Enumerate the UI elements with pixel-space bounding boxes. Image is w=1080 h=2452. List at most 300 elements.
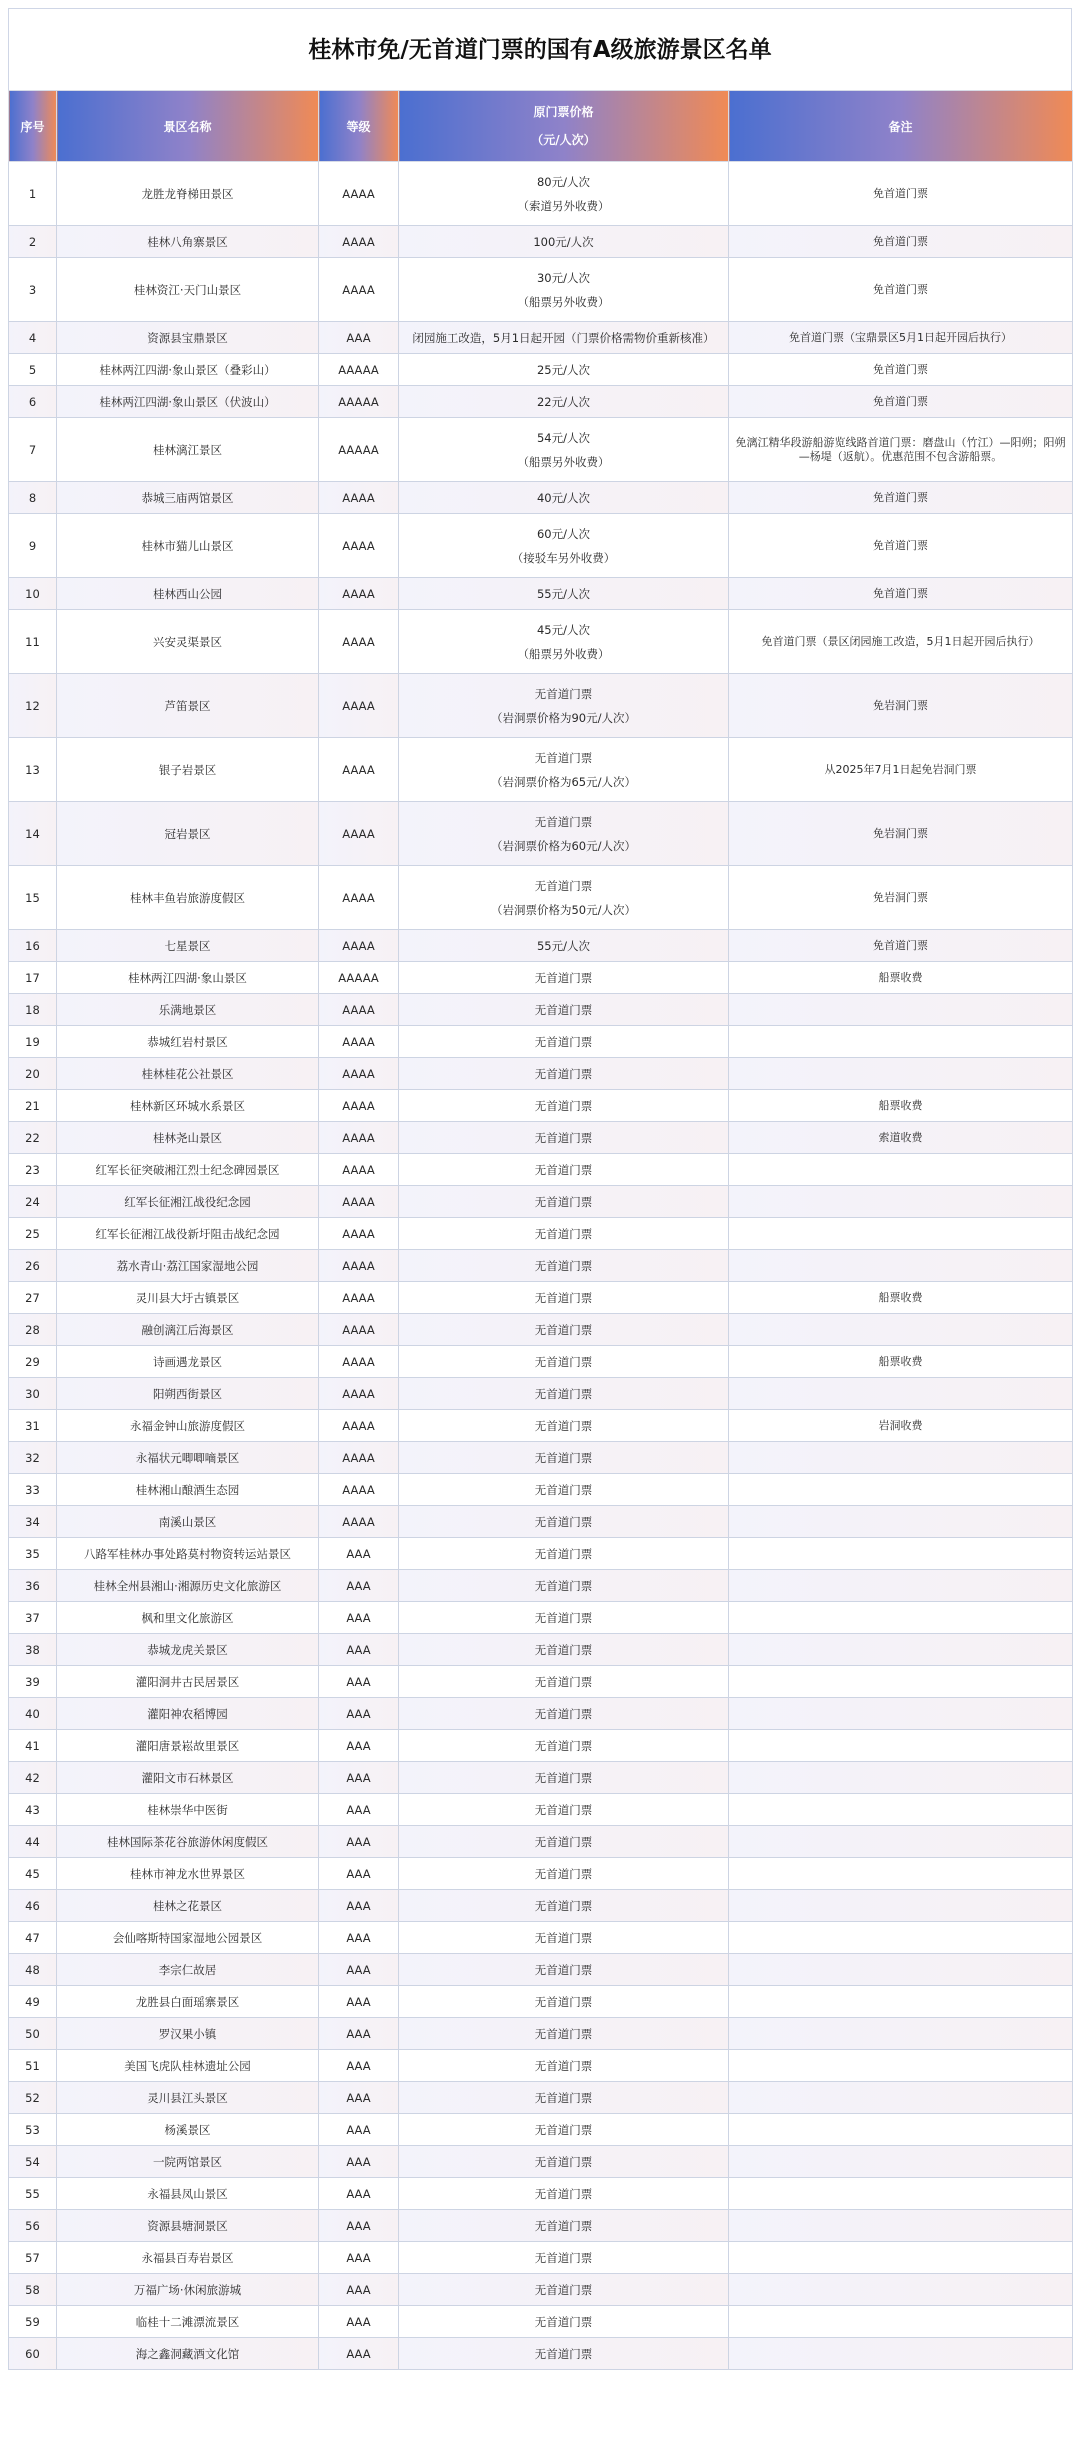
- ticket-price: [399, 2082, 729, 2114]
- table-row: [9, 1186, 1073, 1218]
- row-number: 42: [9, 1762, 57, 1794]
- row-number: 38: [9, 1634, 57, 1666]
- remark: [729, 2018, 1073, 2050]
- ticket-price-line: 无首道门票: [534, 1578, 593, 1593]
- ticket-price-line: 54元/人次: [536, 430, 590, 445]
- remark: [729, 1698, 1073, 1730]
- ticket-price: [399, 258, 729, 322]
- row-number: 4: [9, 322, 57, 354]
- row-number: 43: [9, 1794, 57, 1826]
- row-number: 56: [9, 2210, 57, 2242]
- scenic-spot-level: AAAA: [319, 578, 399, 610]
- scenic-spot-name: 灌阳唐景崧故里景区: [57, 1730, 319, 1762]
- remark: 免首道门票: [729, 514, 1073, 578]
- table-row: [9, 610, 1073, 674]
- remark: [729, 1506, 1073, 1538]
- ticket-price-line: 无首道门票: [534, 1834, 593, 1849]
- scenic-spot-name: 桂林资江·天门山景区: [57, 258, 319, 322]
- row-number: 11: [9, 610, 57, 674]
- row-number: 7: [9, 418, 57, 482]
- scenic-spot-name: 万福广场·休闲旅游城: [57, 2274, 319, 2306]
- ticket-price-line: 22元/人次: [536, 394, 590, 409]
- row-number: 45: [9, 1858, 57, 1890]
- table-row: [9, 578, 1073, 610]
- scenic-spot-name: 会仙喀斯特国家湿地公园景区: [57, 1922, 319, 1954]
- table-row: [9, 1922, 1073, 1954]
- scenic-spot-name: 融创漓江后海景区: [57, 1314, 319, 1346]
- remark: 免岩洞门票: [729, 802, 1073, 866]
- ticket-price-line: 无首道门票: [534, 1290, 593, 1305]
- ticket-price: [399, 2018, 729, 2050]
- scenic-spot-name: 资源县宝鼎景区: [57, 322, 319, 354]
- row-number: 47: [9, 1922, 57, 1954]
- ticket-price: [399, 1634, 729, 1666]
- ticket-price-line: 无首道门票: [534, 1610, 593, 1625]
- ticket-price-line: 无首道门票: [534, 1674, 593, 1689]
- header-price: [399, 91, 729, 162]
- ticket-price: [399, 354, 729, 386]
- ticket-price: [399, 610, 729, 674]
- scenic-spot-name: 灌阳文市石林景区: [57, 1762, 319, 1794]
- ticket-price: [399, 930, 729, 962]
- ticket-price: [399, 1506, 729, 1538]
- remark: 免首道门票: [729, 226, 1073, 258]
- table-row: [9, 1858, 1073, 1890]
- remark: 免首道门票: [729, 578, 1073, 610]
- scenic-spot-level: AAA: [319, 2274, 399, 2306]
- ticket-price: [399, 386, 729, 418]
- ticket-price-line: 无首道门票: [534, 1514, 593, 1529]
- remark: [729, 2082, 1073, 2114]
- row-number: 41: [9, 1730, 57, 1762]
- row-number: 21: [9, 1090, 57, 1122]
- row-number: 27: [9, 1282, 57, 1314]
- table-row: [9, 1122, 1073, 1154]
- scenic-spot-name: 桂林八角寨景区: [57, 226, 319, 258]
- scenic-spot-name: 桂林漓江景区: [57, 418, 319, 482]
- scenic-spot-level: AAAA: [319, 674, 399, 738]
- row-number: 15: [9, 866, 57, 930]
- table-row: [9, 738, 1073, 802]
- remark: 免漓江精华段游船游览线路首道门票：磨盘山（竹江）—阳朔；阳朔—杨堤（返航）。优惠范围不包含游船票。: [729, 418, 1073, 482]
- table-row: [9, 2050, 1073, 2082]
- ticket-price-line: 无首道门票: [534, 1002, 593, 1017]
- scenic-spot-level: AAA: [319, 1570, 399, 1602]
- scenic-spot-name: 桂林桂花公社景区: [57, 1058, 319, 1090]
- remark: 免首道门票（景区闭园施工改造，5月1日起开园后执行）: [729, 610, 1073, 674]
- row-number: 54: [9, 2146, 57, 2178]
- table-row: [9, 1314, 1073, 1346]
- row-number: 58: [9, 2274, 57, 2306]
- scenic-spot-name: 李宗仁故居: [57, 1954, 319, 1986]
- row-number: 1: [9, 162, 57, 226]
- remark: [729, 1538, 1073, 1570]
- row-number: 59: [9, 2306, 57, 2338]
- remark: 免首道门票: [729, 386, 1073, 418]
- table-row: [9, 2274, 1073, 2306]
- scenic-spot-name: 枫和里文化旅游区: [57, 1602, 319, 1634]
- scenic-spot-name: 桂林市猫儿山景区: [57, 514, 319, 578]
- ticket-price-line: 无首道门票: [534, 1258, 593, 1273]
- scenic-spot-name: 八路军桂林办事处路莫村物资转运站景区: [57, 1538, 319, 1570]
- table-row: [9, 1698, 1073, 1730]
- table-row: [9, 1474, 1073, 1506]
- scenic-spot-level: AAA: [319, 1826, 399, 1858]
- scenic-spot-level: AAAA: [319, 1506, 399, 1538]
- table-row: [9, 1250, 1073, 1282]
- scenic-spot-name: 永福状元唧唧嘀景区: [57, 1442, 319, 1474]
- table-row: [9, 994, 1073, 1026]
- remark: 船票收费: [729, 1282, 1073, 1314]
- ticket-price: [399, 2338, 729, 2370]
- scenic-spot-name: 芦笛景区: [57, 674, 319, 738]
- table-row: [9, 1762, 1073, 1794]
- row-number: 48: [9, 1954, 57, 1986]
- ticket-price-line: 30元/人次: [536, 270, 590, 285]
- table-row: [9, 1666, 1073, 1698]
- remark: [729, 1762, 1073, 1794]
- ticket-price: [399, 1698, 729, 1730]
- remark: [729, 1218, 1073, 1250]
- scenic-spot-level: AAAA: [319, 258, 399, 322]
- ticket-price-line: 无首道门票: [534, 1642, 593, 1657]
- remark: 岩洞收费: [729, 1410, 1073, 1442]
- ticket-price-line: 无首道门票: [534, 1386, 593, 1401]
- remark: 免首道门票: [729, 482, 1073, 514]
- ticket-price: [399, 2242, 729, 2274]
- scenic-spot-level: AAA: [319, 1922, 399, 1954]
- remark: [729, 1602, 1073, 1634]
- ticket-price: [399, 2306, 729, 2338]
- ticket-price-line: 无首道门票: [534, 2090, 593, 2105]
- scenic-spot-name: 灵川县大圩古镇景区: [57, 1282, 319, 1314]
- scenic-spot-level: AAA: [319, 1762, 399, 1794]
- table-row: [9, 162, 1073, 226]
- table-row: [9, 1890, 1073, 1922]
- row-number: 51: [9, 2050, 57, 2082]
- scenic-spot-level: AAAA: [319, 1122, 399, 1154]
- remark: [729, 1026, 1073, 1058]
- remark: [729, 2306, 1073, 2338]
- scenic-spot-level: AAA: [319, 2050, 399, 2082]
- table-row: [9, 2338, 1073, 2370]
- remark: 船票收费: [729, 962, 1073, 994]
- table-row: [9, 1730, 1073, 1762]
- remark: [729, 1794, 1073, 1826]
- scenic-spot-level: AAA: [319, 2306, 399, 2338]
- table-row: [9, 1442, 1073, 1474]
- row-number: 52: [9, 2082, 57, 2114]
- row-number: 26: [9, 1250, 57, 1282]
- ticket-price: [399, 418, 729, 482]
- row-number: 50: [9, 2018, 57, 2050]
- scenic-spot-level: AAA: [319, 2338, 399, 2370]
- ticket-price: [399, 962, 729, 994]
- table-row: [9, 1154, 1073, 1186]
- ticket-price-line: 无首道门票: [534, 1226, 593, 1241]
- scenic-spot-name: 桂林西山公园: [57, 578, 319, 610]
- ticket-price: [399, 2050, 729, 2082]
- ticket-price: [399, 1378, 729, 1410]
- ticket-price: [399, 1154, 729, 1186]
- scenic-spot-name: 银子岩景区: [57, 738, 319, 802]
- ticket-price-line: 无首道门票: [534, 1866, 593, 1881]
- ticket-price: [399, 1474, 729, 1506]
- row-number: 8: [9, 482, 57, 514]
- scenic-spot-name: 桂林之花景区: [57, 1890, 319, 1922]
- ticket-price: [399, 1922, 729, 1954]
- scenic-spot-name: 永福县凤山景区: [57, 2178, 319, 2210]
- scenic-spot-name: 一院两馆景区: [57, 2146, 319, 2178]
- scenic-spot-name: 桂林尧山景区: [57, 1122, 319, 1154]
- row-number: 35: [9, 1538, 57, 1570]
- table-row: [9, 1634, 1073, 1666]
- row-number: 33: [9, 1474, 57, 1506]
- ticket-price-line: 无首道门票: [534, 1194, 593, 1209]
- scenic-spot-level: AAA: [319, 1890, 399, 1922]
- scenic-spot-name: 恭城红岩村景区: [57, 1026, 319, 1058]
- ticket-price-line: 无首道门票: [534, 2058, 593, 2073]
- header-no: 序号: [9, 91, 57, 162]
- ticket-price: [399, 322, 729, 354]
- ticket-price: [399, 1090, 729, 1122]
- scenic-spot-name: 兴安灵渠景区: [57, 610, 319, 674]
- scenic-spot-name: 乐满地景区: [57, 994, 319, 1026]
- ticket-price: [399, 2146, 729, 2178]
- scenic-spot-name: 龙胜龙脊梯田景区: [57, 162, 319, 226]
- scenic-spot-name: 冠岩景区: [57, 802, 319, 866]
- ticket-price-line: 无首道门票: [534, 1546, 593, 1561]
- ticket-price-line: 无首道门票: [534, 2218, 593, 2233]
- scenic-spot-level: AAA: [319, 1602, 399, 1634]
- ticket-price-line: 无首道门票: [534, 878, 593, 893]
- scenic-spot-level: AAAAA: [319, 354, 399, 386]
- scenic-spot-name: 桂林新区环城水系景区: [57, 1090, 319, 1122]
- ticket-price-line: （船票另外收费）: [517, 294, 610, 309]
- table-row: [9, 1794, 1073, 1826]
- row-number: 25: [9, 1218, 57, 1250]
- page-title: 桂林市免/无首道门票的国有A级旅游景区名单: [8, 8, 1072, 90]
- row-number: 23: [9, 1154, 57, 1186]
- ticket-price: [399, 1602, 729, 1634]
- header-price-line2: （元/人次）: [531, 133, 596, 147]
- scenic-spot-level: AAA: [319, 1986, 399, 2018]
- row-number: 28: [9, 1314, 57, 1346]
- scenic-spot-name: 南溪山景区: [57, 1506, 319, 1538]
- ticket-price-line: （索道另外收费）: [517, 198, 610, 213]
- ticket-price-line: 无首道门票: [534, 2154, 593, 2169]
- ticket-price: [399, 1794, 729, 1826]
- scenic-spot-name: 红军长征湘江战役纪念园: [57, 1186, 319, 1218]
- ticket-price-line: 无首道门票: [534, 2282, 593, 2297]
- row-number: 36: [9, 1570, 57, 1602]
- scenic-spot-level: AAAAA: [319, 418, 399, 482]
- row-number: 20: [9, 1058, 57, 1090]
- ticket-price-line: 80元/人次: [536, 174, 590, 189]
- scenic-spot-name: 灌阳洞井古民居景区: [57, 1666, 319, 1698]
- row-number: 14: [9, 802, 57, 866]
- remark: [729, 1058, 1073, 1090]
- scenic-spot-name: 桂林两江四湖·象山景区（叠彩山）: [57, 354, 319, 386]
- table-row: [9, 418, 1073, 482]
- scenic-spot-name: 红军长征突破湘江烈士纪念碑园景区: [57, 1154, 319, 1186]
- row-number: 40: [9, 1698, 57, 1730]
- ticket-price: [399, 1410, 729, 1442]
- scenic-spot-level: AAAAA: [319, 386, 399, 418]
- row-number: 5: [9, 354, 57, 386]
- ticket-price-line: 无首道门票: [534, 686, 593, 701]
- scenic-spot-level: AAAA: [319, 866, 399, 930]
- remark: [729, 1570, 1073, 1602]
- ticket-price: [399, 1314, 729, 1346]
- ticket-price-line: 无首道门票: [534, 1098, 593, 1113]
- scenic-spot-level: AAAA: [319, 994, 399, 1026]
- ticket-price: [399, 2178, 729, 2210]
- scenic-spot-name: 桂林丰鱼岩旅游度假区: [57, 866, 319, 930]
- table-row: [9, 1986, 1073, 2018]
- remark: [729, 2050, 1073, 2082]
- row-number: 3: [9, 258, 57, 322]
- table-row: [9, 1410, 1073, 1442]
- scenic-spot-level: AAAA: [319, 738, 399, 802]
- scenic-spot-level: AAA: [319, 2178, 399, 2210]
- ticket-price-line: （岩洞票价格为65元/人次）: [490, 774, 636, 789]
- scenic-spot-name: 桂林两江四湖·象山景区: [57, 962, 319, 994]
- ticket-price-line: 无首道门票: [534, 1482, 593, 1497]
- scenic-spot-level: AAA: [319, 322, 399, 354]
- ticket-price-line: 无首道门票: [534, 2314, 593, 2329]
- ticket-price: [399, 1858, 729, 1890]
- scenic-spot-level: AAAA: [319, 1218, 399, 1250]
- ticket-price-line: 无首道门票: [534, 1354, 593, 1369]
- scenic-spot-level: AAAA: [319, 1186, 399, 1218]
- scenic-spot-name: 桂林国际茶花谷旅游休闲度假区: [57, 1826, 319, 1858]
- row-number: 6: [9, 386, 57, 418]
- remark: [729, 1634, 1073, 1666]
- scenic-spot-name: 恭城龙虎关景区: [57, 1634, 319, 1666]
- ticket-price-line: （船票另外收费）: [517, 454, 610, 469]
- table-row: [9, 2242, 1073, 2274]
- ticket-price-line: 闭园施工改造，5月1日起开园（门票价格需物价重新核准）: [412, 330, 715, 345]
- remark: [729, 1442, 1073, 1474]
- ticket-price: [399, 1026, 729, 1058]
- table-row: [9, 1026, 1073, 1058]
- ticket-price: [399, 1570, 729, 1602]
- scenic-spot-level: AAAA: [319, 1442, 399, 1474]
- ticket-price-line: 40元/人次: [536, 490, 590, 505]
- table-row: [9, 962, 1073, 994]
- row-number: 29: [9, 1346, 57, 1378]
- ticket-price: [399, 1890, 729, 1922]
- ticket-price-line: 55元/人次: [536, 586, 590, 601]
- remark: [729, 1378, 1073, 1410]
- row-number: 9: [9, 514, 57, 578]
- table-row: [9, 1506, 1073, 1538]
- scenic-spot-name: 永福县百寿岩景区: [57, 2242, 319, 2274]
- row-number: 30: [9, 1378, 57, 1410]
- scenic-spot-level: AAAA: [319, 802, 399, 866]
- table-row: [9, 258, 1073, 322]
- scenic-spot-level: AAA: [319, 1634, 399, 1666]
- ticket-price-line: 无首道门票: [534, 2186, 593, 2201]
- scenic-spot-level: AAA: [319, 1538, 399, 1570]
- scenic-spot-level: AAAA: [319, 162, 399, 226]
- table-row: [9, 2082, 1073, 2114]
- scenic-spots-table: [8, 90, 1073, 2370]
- ticket-price: [399, 482, 729, 514]
- scenic-spot-level: AAA: [319, 2114, 399, 2146]
- remark: 从2025年7月1日起免岩洞门票: [729, 738, 1073, 802]
- scenic-spot-name: 临桂十二滩漂流景区: [57, 2306, 319, 2338]
- ticket-price: [399, 1826, 729, 1858]
- ticket-price: [399, 1218, 729, 1250]
- scenic-spot-name: 资源县塘洞景区: [57, 2210, 319, 2242]
- scenic-spot-level: AAAA: [319, 1058, 399, 1090]
- remark: [729, 2178, 1073, 2210]
- table-row: [9, 1602, 1073, 1634]
- ticket-price-line: 无首道门票: [534, 1770, 593, 1785]
- table-row: [9, 1282, 1073, 1314]
- ticket-price: [399, 1538, 729, 1570]
- table-row: [9, 2210, 1073, 2242]
- remark: [729, 1250, 1073, 1282]
- row-number: 37: [9, 1602, 57, 1634]
- scenic-spot-level: AAAA: [319, 1154, 399, 1186]
- ticket-price-line: 25元/人次: [536, 362, 590, 377]
- table-row: [9, 514, 1073, 578]
- row-number: 2: [9, 226, 57, 258]
- row-number: 19: [9, 1026, 57, 1058]
- row-number: 31: [9, 1410, 57, 1442]
- remark: [729, 1858, 1073, 1890]
- table-row: [9, 802, 1073, 866]
- row-number: 60: [9, 2338, 57, 2370]
- ticket-price: [399, 162, 729, 226]
- scenic-spot-level: AAAA: [319, 1378, 399, 1410]
- table-row: [9, 2306, 1073, 2338]
- table-row: [9, 1218, 1073, 1250]
- header-name: 景区名称: [57, 91, 319, 162]
- row-number: 57: [9, 2242, 57, 2274]
- scenic-spot-name: 桂林全州县湘山·湘源历史文化旅游区: [57, 1570, 319, 1602]
- ticket-price-line: 60元/人次: [536, 526, 590, 541]
- ticket-price: [399, 802, 729, 866]
- scenic-spot-level: AAAA: [319, 930, 399, 962]
- remark: [729, 1154, 1073, 1186]
- scenic-spot-name: 美国飞虎队桂林遗址公园: [57, 2050, 319, 2082]
- remark: 免首道门票: [729, 354, 1073, 386]
- remark: [729, 1730, 1073, 1762]
- remark: 船票收费: [729, 1346, 1073, 1378]
- remark: [729, 1986, 1073, 2018]
- ticket-price-line: 无首道门票: [534, 1930, 593, 1945]
- ticket-price-line: 无首道门票: [534, 1994, 593, 2009]
- remark: 免岩洞门票: [729, 674, 1073, 738]
- scenic-spot-name: 永福金钟山旅游度假区: [57, 1410, 319, 1442]
- ticket-price: [399, 738, 729, 802]
- table-row: [9, 2018, 1073, 2050]
- header-price-line1: 原门票价格: [533, 105, 594, 119]
- ticket-price-line: 无首道门票: [534, 1706, 593, 1721]
- ticket-price: [399, 1282, 729, 1314]
- remark: [729, 2146, 1073, 2178]
- row-number: 32: [9, 1442, 57, 1474]
- scenic-spot-name: 龙胜县白面瑶寨景区: [57, 1986, 319, 2018]
- ticket-price-line: 无首道门票: [534, 1130, 593, 1145]
- ticket-price-line: 无首道门票: [534, 2250, 593, 2265]
- table-row: [9, 1058, 1073, 1090]
- remark: [729, 2338, 1073, 2370]
